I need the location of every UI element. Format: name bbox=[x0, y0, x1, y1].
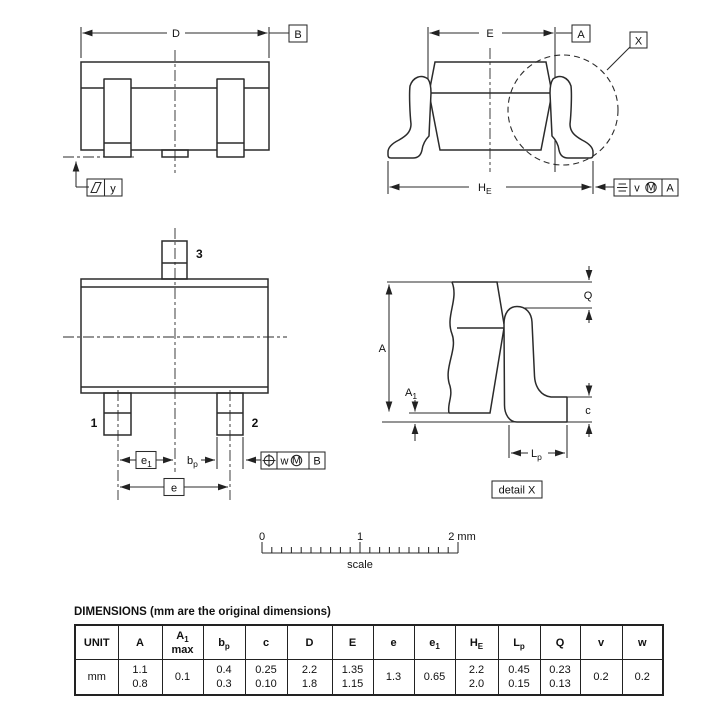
cell-Q: 0.23 0.13 bbox=[540, 660, 580, 696]
flatness-label-y: y bbox=[110, 183, 116, 195]
lead-right-front bbox=[550, 77, 593, 158]
col-header-e: e bbox=[373, 625, 414, 660]
dim-label-c: c bbox=[585, 405, 591, 417]
cell-HE: 2.2 2.0 bbox=[455, 660, 498, 696]
lead-left-side bbox=[104, 79, 131, 157]
datum-label-B: B bbox=[294, 29, 302, 41]
cell-unit: mm bbox=[75, 660, 118, 696]
pin2-label: 2 bbox=[251, 416, 259, 430]
cell-A: 1.1 0.8 bbox=[118, 660, 162, 696]
cell-Lp: 0.45 0.15 bbox=[498, 660, 540, 696]
dim-label-HE: $H_E$ bbox=[478, 182, 492, 196]
col-header-D: D bbox=[287, 625, 332, 660]
cell-bp: 0.4 0.3 bbox=[203, 660, 245, 696]
col-header-A: A bbox=[118, 625, 162, 660]
top-view bbox=[63, 228, 325, 500]
flatness-symbol-icon bbox=[91, 183, 101, 193]
col-header-E: E bbox=[332, 625, 373, 660]
symmetry-symbol-icon bbox=[617, 184, 628, 191]
position-symbol-icon bbox=[263, 454, 276, 467]
col-header-Lp: $L_p$ bbox=[498, 625, 540, 660]
lead-section bbox=[504, 307, 567, 423]
col-header-A1max: $A_1$ max bbox=[162, 625, 203, 660]
body-section-lower-edge bbox=[449, 328, 504, 413]
col-header-c: c bbox=[245, 625, 287, 660]
cell-v: 0.2 bbox=[580, 660, 622, 696]
cell-E: 1.35 1.15 bbox=[332, 660, 373, 696]
dim-label-A: A bbox=[378, 343, 386, 355]
tolerance-datum-b: B bbox=[313, 455, 321, 468]
detail-ref-label-X: X bbox=[634, 35, 643, 48]
scale-bar bbox=[259, 531, 476, 571]
cell-e1: 0.65 bbox=[414, 660, 455, 696]
dim-label-bp: $b_p$ bbox=[187, 455, 198, 469]
cell-w: 0.2 bbox=[622, 660, 663, 696]
dim-label-E: E bbox=[486, 28, 494, 40]
pin3-label: 3 bbox=[196, 247, 203, 261]
lead-right-side bbox=[217, 79, 244, 157]
body-section-edge bbox=[452, 282, 504, 324]
col-header-Q: Q bbox=[540, 625, 580, 660]
col-header-w: w bbox=[622, 625, 663, 660]
col-header-v: v bbox=[580, 625, 622, 660]
tolerance-datum-a: A bbox=[666, 182, 674, 195]
cell-e: 1.3 bbox=[373, 660, 414, 696]
detail-caption: detail X bbox=[498, 484, 536, 497]
dim-label-D: D bbox=[172, 28, 180, 40]
package-body-front bbox=[429, 62, 552, 150]
scale-tick-2: 2 mm bbox=[448, 531, 476, 543]
table-unit-row bbox=[75, 660, 663, 696]
material-condition-m: M bbox=[646, 181, 656, 194]
side-view bbox=[63, 25, 307, 196]
tolerance-value-w: w bbox=[280, 455, 289, 468]
dim-label-A1: $A_1$ bbox=[405, 387, 418, 401]
pin3-pad bbox=[162, 241, 187, 279]
pin1-label: 1 bbox=[90, 416, 98, 430]
dim-label-e: e bbox=[170, 482, 178, 495]
col-header-HE: $H_E$ bbox=[455, 625, 498, 660]
col-header-e1: $e_1$ bbox=[414, 625, 455, 660]
col-header-bp: $b_p$ bbox=[203, 625, 245, 660]
pin1-pad bbox=[104, 393, 131, 435]
cell-D: 2.2 1.8 bbox=[287, 660, 332, 696]
tolerance-value-v: v bbox=[634, 182, 640, 195]
scale-caption: scale bbox=[347, 559, 373, 571]
dimensions-table bbox=[74, 624, 664, 696]
lead-left-front bbox=[388, 77, 431, 158]
scale-tick-1: 1 bbox=[356, 531, 364, 543]
package-body-top bbox=[81, 279, 268, 393]
front-view bbox=[388, 25, 678, 196]
col-header-unit: UNIT bbox=[75, 625, 118, 660]
cell-c: 0.25 0.10 bbox=[245, 660, 287, 696]
dim-label-e1: $e_1$ bbox=[141, 455, 152, 469]
dim-label-Lp: $L_p$ bbox=[531, 448, 542, 462]
body-break-line bbox=[448, 282, 454, 413]
material-condition-m: M bbox=[291, 454, 302, 467]
dim-label-Q: Q bbox=[583, 290, 593, 302]
detail-x-view bbox=[379, 266, 593, 498]
dimensions-table-title: DIMENSIONS (mm are the original dimensions) bbox=[74, 606, 331, 618]
cell-A1max: 0.1 bbox=[162, 660, 203, 696]
datum-label-A: A bbox=[577, 29, 585, 41]
scale-tick-0: 0 bbox=[258, 531, 266, 543]
table-header-row bbox=[75, 625, 663, 660]
